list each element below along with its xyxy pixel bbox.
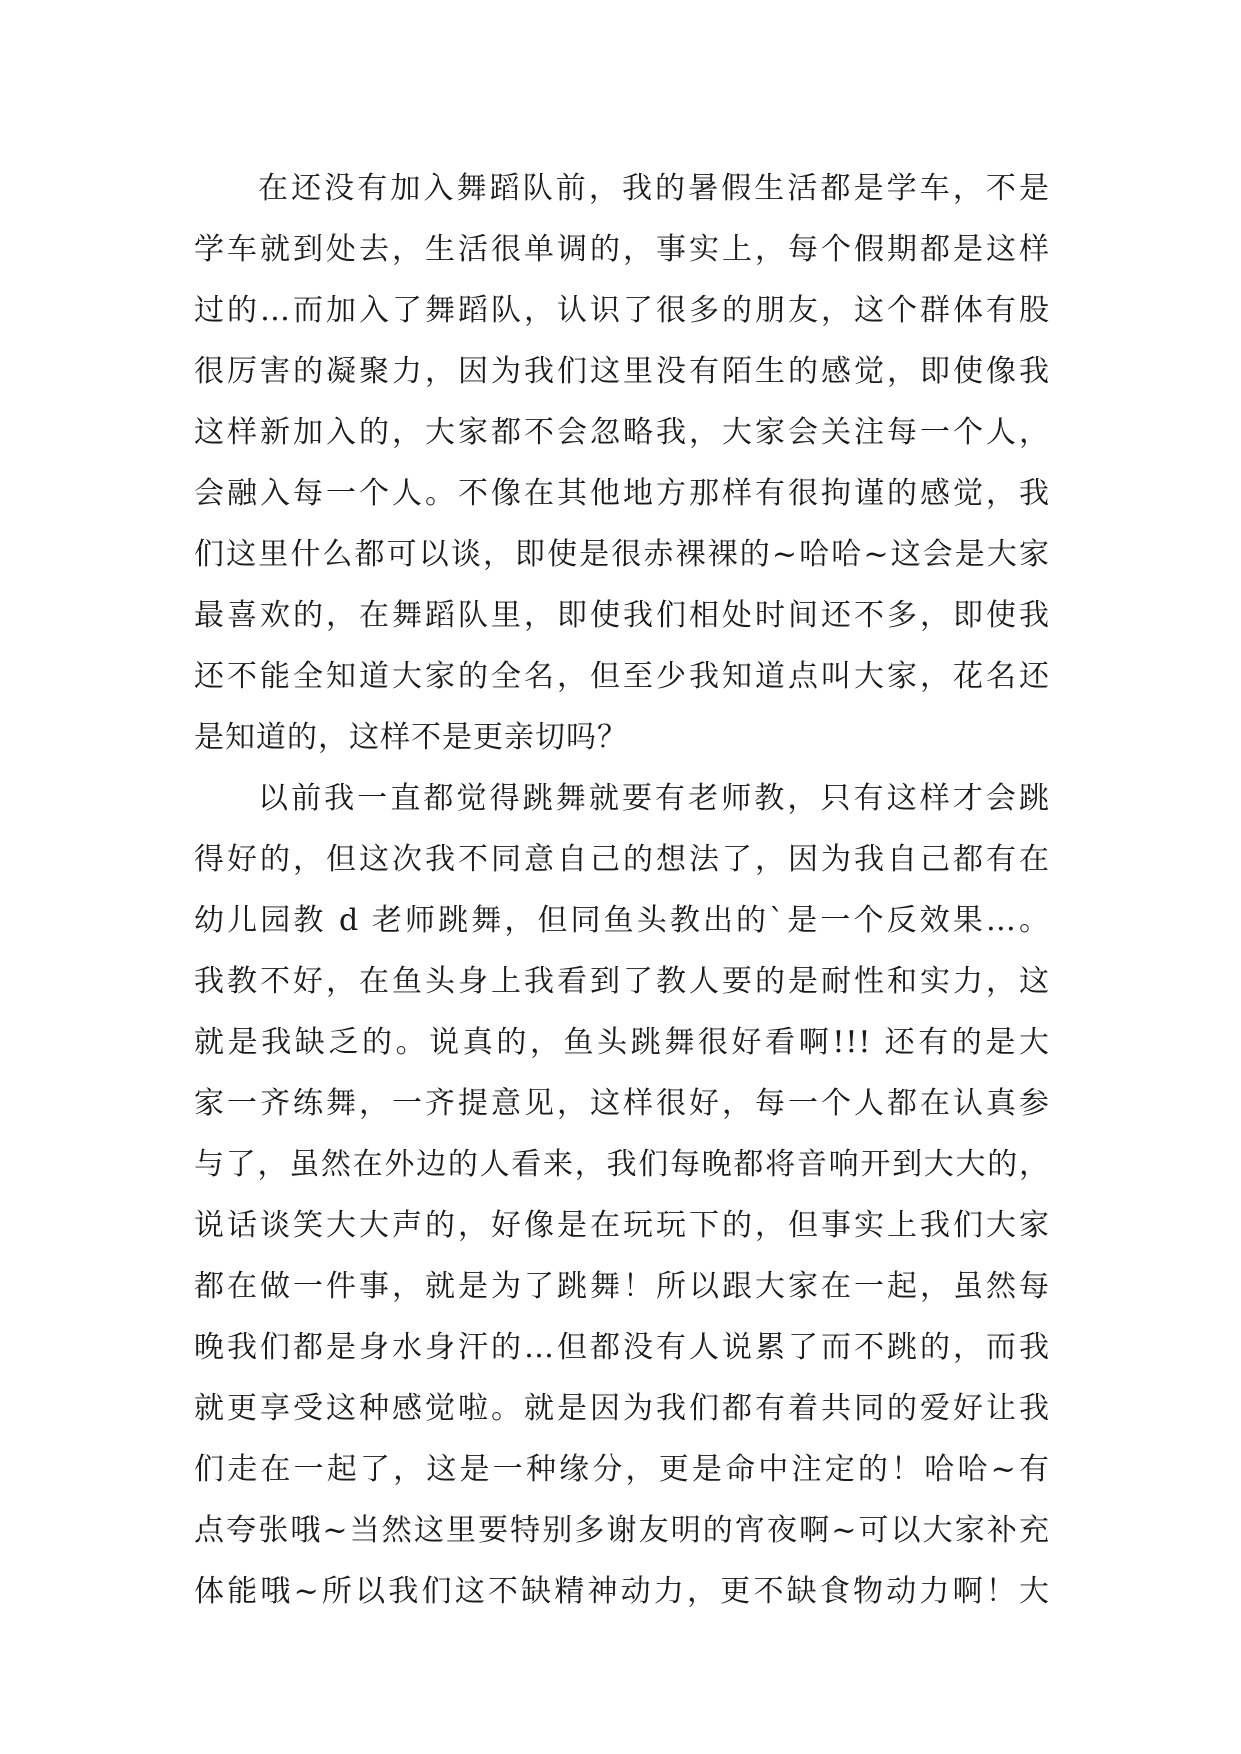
paragraph-line: 就更享受这种感觉啦。就是因为我们都有着共同的爱好让我 [194,1391,1050,1426]
paragraph-line: 与了，虽然在外边的人看来，我们每晚都将音响开到大大的， [194,1147,1050,1182]
paragraph-line: 们这里什么都可以谈，即使是很赤裸裸的~哈哈~这会是大家 [194,537,1050,572]
paragraph-line: 点夸张哦~当然这里要特别多谢友明的宵夜啊~可以大家补充 [194,1513,1050,1548]
paragraph-line: 学车就到处去，生活很单调的，事实上，每个假期都是这样 [194,232,1050,267]
paragraph-line: 在还没有加入舞蹈队前，我的暑假生活都是学车，不是 [258,171,1050,206]
paragraph-line: 幼儿园教 d 老师跳舞，但同鱼头教出的`是一个反效果…。 [194,903,1050,938]
paragraph-line: 体能哦~所以我们这不缺精神动力，更不缺食物动力啊！大 [194,1574,1050,1609]
paragraph-line: 这样新加入的，大家都不会忽略我，大家会关注每一个人， [194,415,1050,450]
paragraph-line: 说话谈笑大大声的，好像是在玩玩下的，但事实上我们大家 [194,1208,1050,1243]
paragraph-line: 就是我缺乏的。说真的，鱼头跳舞很好看啊!!! 还有的是大 [194,1025,1050,1060]
paragraph-2 [194,768,1050,1622]
paragraph-line: 们走在一起了，这是一种缘分，更是命中注定的！哈哈~有 [194,1452,1050,1487]
paragraph-line: 很厉害的凝聚力，因为我们这里没有陌生的感觉，即使像我 [194,354,1050,389]
paragraph-line: 以前我一直都觉得跳舞就要有老师教，只有这样才会跳 [258,781,1050,816]
paragraph-line: 家一齐练舞，一齐提意见，这样很好，每一个人都在认真参 [194,1086,1050,1121]
paragraph-line: 都在做一件事，就是为了跳舞！所以跟大家在一起，虽然每 [194,1269,1050,1304]
paragraph-line: 还不能全知道大家的全名，但至少我知道点叫大家，花名还 [194,659,1050,694]
paragraph-line: 得好的，但这次我不同意自己的想法了，因为我自己都有在 [194,842,1050,877]
paragraph-line: 过的…而加入了舞蹈队，认识了很多的朋友，这个群体有股 [194,293,1050,328]
document-body [194,158,1050,1622]
paragraph-1 [194,158,1050,768]
paragraph-line: 是知道的，这样不是更亲切吗？ [194,720,628,755]
paragraph-line: 会融入每一个人。不像在其他地方那样有很拘谨的感觉，我 [194,476,1050,511]
paragraph-line: 我教不好，在鱼头身上我看到了教人要的是耐性和实力，这 [194,964,1050,999]
paragraph-line: 最喜欢的，在舞蹈队里，即使我们相处时间还不多，即使我 [194,598,1050,633]
paragraph-line: 晚我们都是身水身汗的…但都没有人说累了而不跳的，而我 [194,1330,1050,1365]
